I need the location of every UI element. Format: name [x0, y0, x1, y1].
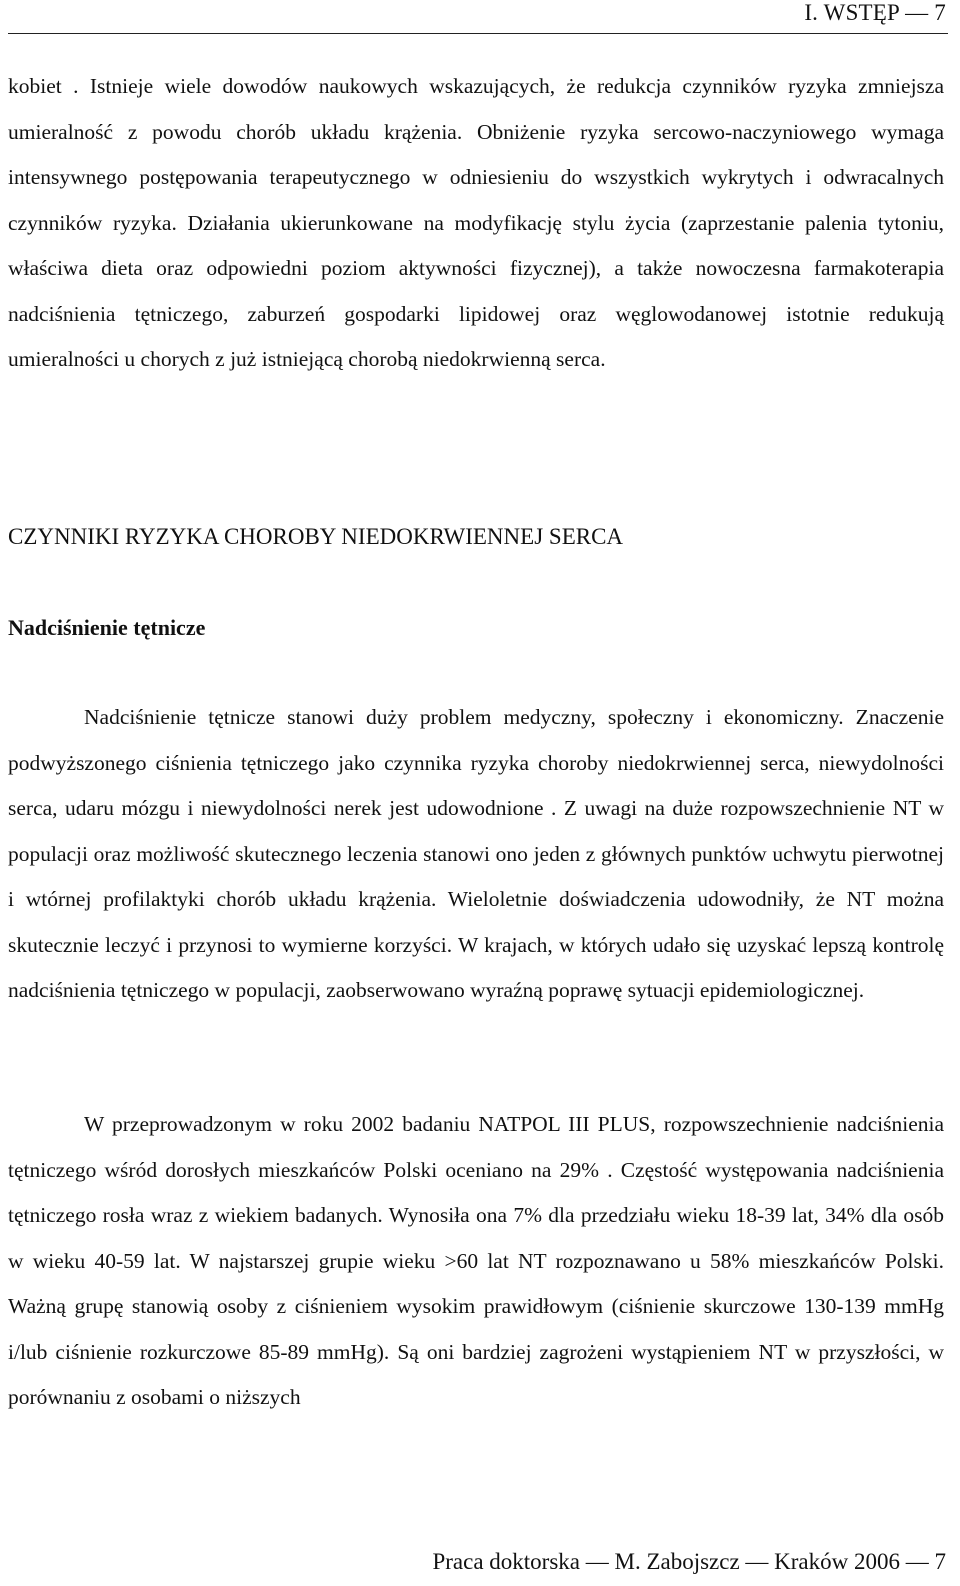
- running-header: I. WSTĘP — 7: [804, 0, 946, 25]
- paragraph-hypertension: Nadciśnienie tętnicze stanowi duży problem medyczny, społeczny i ekonomiczny. Znaczenie podwyższonego ciśnienia tętniczego jako czynnika ryzyka choroby niedokrwiennej serca, niewydolności serca, udaru mózgu i niewydolności nerek jest udowodnione . Z uwagi na duże rozpowszechnienie NT w populacji oraz możliwość skutecznego leczenia stanowi ono jeden z głównych punktów uchwytu pierwotnej i wtórnej profilaktyki chorób układu krążenia. Wieloletnie doświadczenia udowodniły, że NT można skutecznie leczyć i przynosi to wymierne korzyści. W krajach, w których udało się uzyskać lepszą kontrolę nadciśnienia tętniczego w populacji, zaobserwowano wyraźną poprawę sytuacji epidemiologicznej.: [8, 705, 944, 1002]
- header-rule: [8, 33, 948, 34]
- paragraph-natpol: W przeprowadzonym w roku 2002 badaniu NATPOL III PLUS, rozpowszechnienie nadciśnienia tętniczego wśród dorosłych mieszkańców Polski oceniano na 29% . Częstość występowania nadciśnienia tętniczego rosła wraz z wiekiem badanych. Wynosiła ona 7% dla przedziału wieku 18-39 lat, 34% dla osób w wieku 40-59 lat. W najstarszej grupie wieku >60 lat NT rozpoznawano u 58% mieszkańców Polski. Ważną grupę stanowią osoby z ciśnieniem wysokim prawidłowym (ciśnienie skurczowe 130-139 mmHg i/lub ciśnienie rozkurczowe 85-89 mmHg). Są oni bardziej zagrożeni wystąpieniem NT w przyszłości, w porównaniu z osobami o niższych: [8, 1112, 944, 1409]
- section-heading: CZYNNIKI RYZYKA CHOROBY NIEDOKRWIENNEJ SERCA: [8, 524, 624, 549]
- page-footer: Praca doktorska — M. Zabojszcz — Kraków 2006 — 7: [432, 1549, 946, 1574]
- subheading-hypertension: Nadciśnienie tętnicze: [8, 615, 206, 640]
- paragraph-intro: kobiet . Istnieje wiele dowodów naukowych wskazujących, że redukcja czynników ryzyka zmniejsza umieralność z powodu chorób układu krążenia. Obniżenie ryzyka sercowo-naczyniowego wymaga intensywnego postępowania terapeutycznego w odniesieniu do wszystkich wykrytych i odwracalnych czynników ryzyka. Działania ukierunkowane na modyfikację stylu życia (zaprzestanie palenia tytoniu, właściwa dieta oraz odpowiedni poziom aktywności fizycznej), a także nowoczesna farmakoterapia nadciśnienia tętniczego, zaburzeń gospodarki lipidowej oraz węglowodanowej istotnie redukują umieralności u chorych z już istniejącą chorobą niedokrwienną serca.: [8, 74, 944, 371]
